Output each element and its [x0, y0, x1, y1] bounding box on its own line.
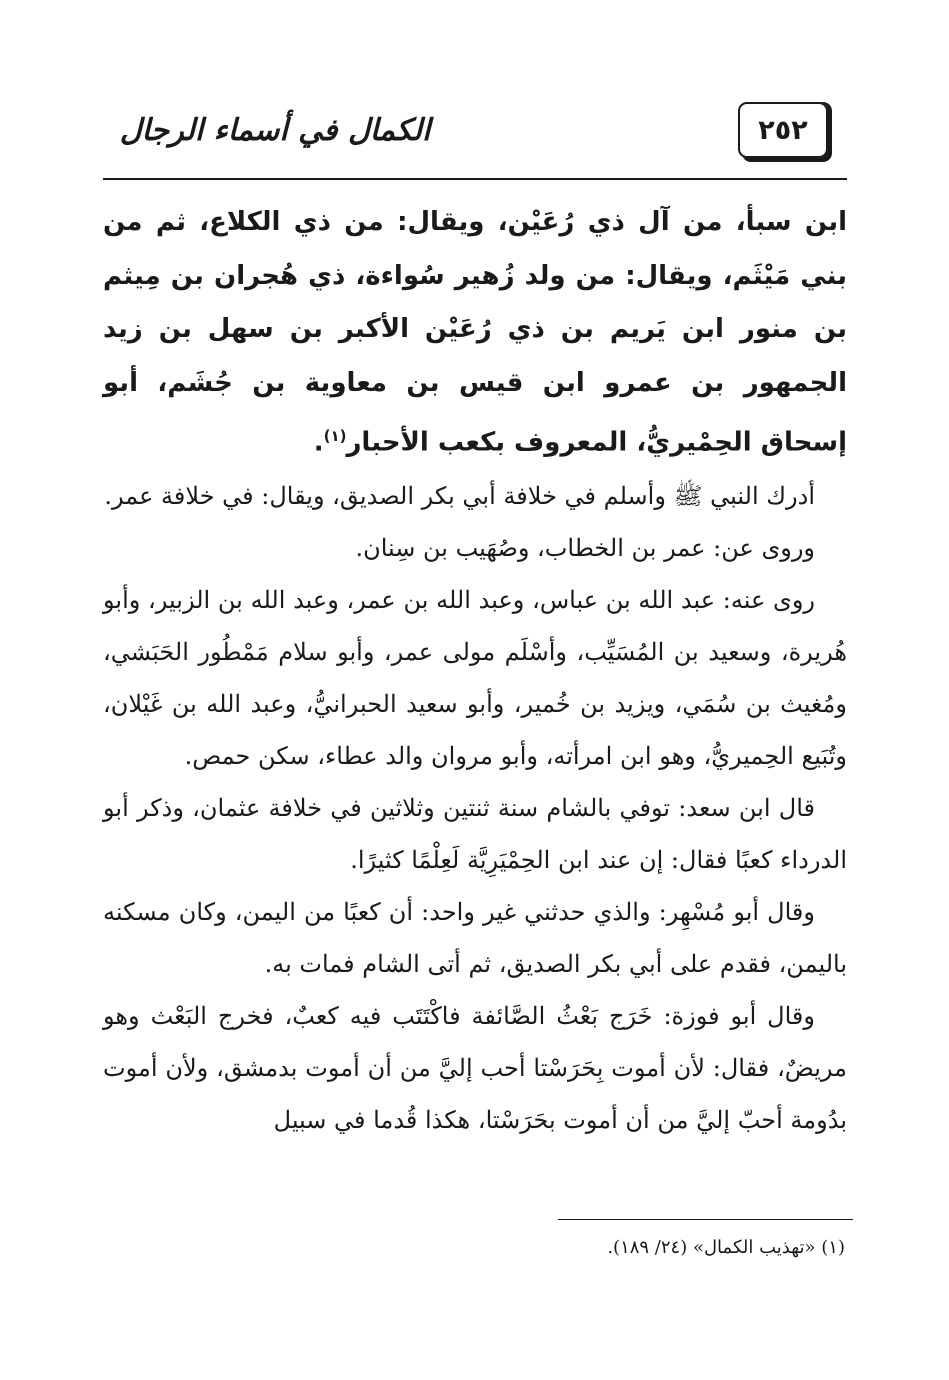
footnote-rule	[558, 1219, 853, 1220]
paragraph-5: وقال أبو مُسْهِر: والذي حدثني غير واحد: أن كعبًا من اليمن، وكان مسكنه باليمن، فقدم على أبي بكر الصديق، ثم أتى الشام فمات به.	[103, 898, 847, 979]
page-body	[103, 196, 847, 1146]
paragraph-1: أدرك النبي ﷺ وأسلم في خلافة أبي بكر الصديق، ويقال: في خلافة عمر.	[104, 482, 815, 511]
paragraph-6: وقال أبو فوزة: خَرَج بَعْثُ الصَّائفة فاكْتَتَب فيه كعبٌ، فخرج البَعْث وهو مريضٌ، فقال: لأن أموت بِحَرَسْتا أحب إليَّ من أن أموت بدمشق، ولأن أموت بدُومة أحبّ إليَّ من أن أموت بحَرَسْتا، هكذا قُدما في سبيل	[103, 1002, 847, 1135]
header-rule	[103, 178, 847, 180]
footnote: (١) «تهذيب الكمال» (٢٤/ ١٨٩).	[607, 1237, 845, 1258]
paragraph-3: روى عنه: عبد الله بن عباس، وعبد الله بن عمر، وعبد الله بن الزبير، وأبو هُريرة، وسعيد بن المُسَيِّب، وأسْلَم مولى عمر، وأبو سلام مَمْطُور الحَبَشي، ومُغيث بن سُمَي، ويزيد بن خُمير، وأبو سعيد الحبرانيُّ، وعبد الله بن غَيْلان، وتُبَيع الحِميريُّ، وهو ابن امرأته، وأبو مروان والد عطاء، سكن حمص.	[103, 586, 847, 771]
entry-heading-text: ابن سبأ، من آل ذي رُعَيْن، ويقال: من ذي الكلاع، ثم من بني مَيْثَم، ويقال: من ولد زُهير سُواءة، ذي هُجران بن مِيثم بن منور ابن يَريم بن ذي رُعَيْن الأكبر بن سهل بن زيد الجمهور بن عمرو ابن قيس بن معاوية بن جُشَم، أبو إسحاق الحِمْيريُّ، المعروف بكعب الأحبار	[103, 207, 847, 458]
paragraph-4: قال ابن سعد: توفي بالشام سنة ثنتين وثلاثين في خلافة عثمان، وذكر أبو الدرداء كعبًا فقال: إن عند ابن الحِمْيَرِيَّة لَعِلْمًا كثيرًا.	[103, 794, 847, 875]
footnote-marker: (١)	[323, 427, 347, 445]
running-title: الكمال في أسماء الرجال	[119, 112, 431, 148]
paragraph-2: وروى عن: عمر بن الخطاب، وصُهَيب بن سِنان.	[355, 534, 815, 563]
entry-heading-end: .	[313, 427, 324, 458]
entry-heading	[103, 196, 847, 470]
page-number: ٢٥٢	[738, 102, 828, 158]
